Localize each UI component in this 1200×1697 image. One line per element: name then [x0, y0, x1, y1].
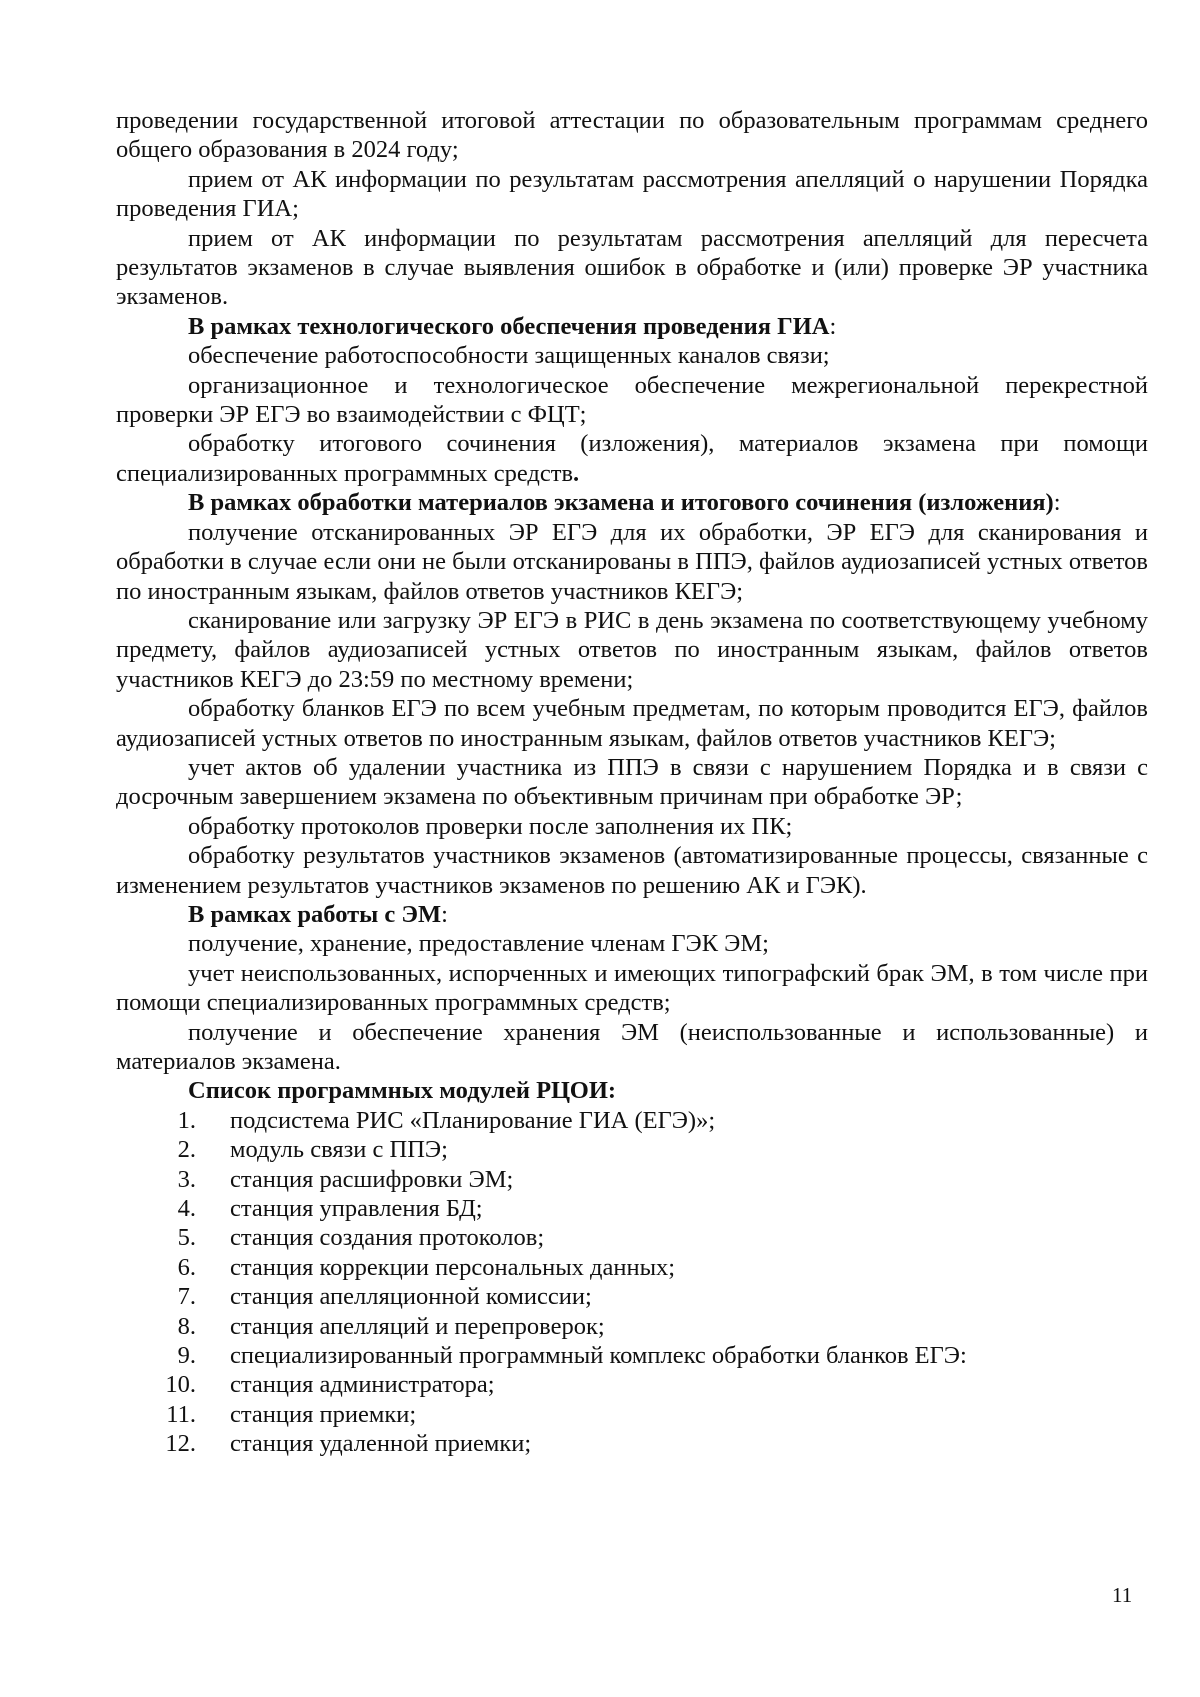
module-text: модуль связи с ППЭ; [230, 1136, 448, 1164]
list-item: обеспечение работоспособности защищенных каналов связи; [188, 342, 830, 370]
module-item [116, 1223, 1148, 1252]
list-item: организационное и технологическое обеспечение межрегиональной перекрестной проверки ЭР ЕГЭ во взаимодействии с ФЦТ; [116, 371, 1148, 429]
module-number: 5. [177, 1224, 196, 1252]
module-text: станция управления БД; [230, 1195, 483, 1223]
module-item [116, 1400, 1148, 1429]
list-item: обработку бланков ЕГЭ по всем учебным предметам, по которым проводится ЕГЭ, файлов аудиозаписей устных ответов по иностранным языкам, файлов ответов участников КЕГЭ; [116, 695, 1148, 752]
list-item: обработку протоколов проверки после заполнения их ПК; [188, 812, 793, 840]
module-item [116, 1165, 1148, 1194]
module-number: 4. [177, 1195, 196, 1223]
list-item: учет актов об удалении участника из ППЭ в связи с нарушением Порядка и в связи с досрочным завершением экзамена по объективным причинам при обработке ЭР; [116, 753, 1148, 811]
list-item: обработку результатов участников экзаменов (автоматизированные процессы, связанные с изменением результатов участников экзаменов по решению АК и ГЭК). [116, 842, 1148, 899]
list-item: получение отсканированных ЭР ЕГЭ для их обработки, ЭР ЕГЭ для сканирования и обработки в случае если они не были отсканированы в ППЭ, файлов аудиозаписей устных ответов по иностранным языкам, файлов ответов участников КЕГЭ; [116, 518, 1148, 605]
list-item: сканирование или загрузку ЭР ЕГЭ в РИС в день экзамена по соответствующему учебному предмету, файлов аудиозаписей устных ответов по иностранным языкам, файлов ответов участников КЕГЭ до 23:59 по местному времени; [116, 606, 1148, 693]
heading-text: В рамках технологического обеспечения проведения ГИА [188, 312, 830, 340]
paragraph: прием от АК информации по результатам рассмотрения апелляций о нарушении Порядка проведения ГИА; [116, 165, 1148, 223]
module-text: станция удаленной приемки; [230, 1430, 532, 1458]
module-text: станция создания протоколов; [230, 1224, 545, 1252]
module-number: 9. [177, 1342, 196, 1370]
module-number: 10. [165, 1371, 196, 1399]
paragraph: прием от АК информации по результатам рассмотрения апелляций для пересчета результатов экзаменов в случае выявления ошибок в обработке и (или) проверке ЭР участника экзаменов. [116, 224, 1148, 311]
module-text: станция апелляционной комиссии; [230, 1283, 592, 1311]
module-number: 1. [177, 1106, 196, 1134]
module-text: станция администратора; [230, 1371, 495, 1399]
section-heading-tech [116, 312, 1148, 341]
module-number: 3. [177, 1165, 196, 1193]
module-item [116, 1194, 1148, 1223]
module-number: 12. [165, 1430, 196, 1458]
module-text: подсистема РИС «Планирование ГИА (ЕГЭ)»; [230, 1106, 716, 1134]
list-item-end: . [573, 459, 580, 487]
module-item [116, 1282, 1148, 1311]
list-item [116, 429, 1148, 488]
module-number: 8. [177, 1312, 196, 1340]
page-number: 11 [1112, 1583, 1133, 1607]
module-number: 2. [177, 1136, 196, 1164]
list-item: получение, хранение, предоставление членам ГЭК ЭМ; [188, 930, 769, 958]
module-text: станция коррекции персональных данных; [230, 1253, 676, 1281]
heading-colon: : [829, 312, 837, 340]
document-page [116, 106, 1148, 1459]
heading-colon: : [441, 900, 448, 928]
module-item [116, 1429, 1148, 1458]
module-number: 7. [177, 1283, 196, 1311]
list-item-text: обработку итогового сочинения (изложения), материалов экзамена при помощи специализированных программных средств [116, 430, 1148, 487]
module-text: станция расшифровки ЭМ; [230, 1165, 514, 1193]
section-heading-processing [116, 488, 1148, 517]
module-item [116, 1312, 1148, 1341]
module-text: станция приемки; [230, 1400, 417, 1428]
module-item [116, 1370, 1148, 1399]
module-item [116, 1253, 1148, 1282]
section-heading-em [116, 900, 1148, 929]
module-item [116, 1106, 1148, 1135]
modules-heading: Список программных модулей РЦОИ: [188, 1077, 617, 1105]
module-text: специализированный программный комплекс обработки бланков ЕГЭ: [230, 1342, 967, 1370]
list-item: получение и обеспечение хранения ЭМ (неиспользованные и использованные) и материалов экзамена. [116, 1018, 1148, 1075]
heading-text: В рамках обработки материалов экзамена и итогового сочинения (изложения) [188, 489, 1054, 517]
heading-colon: : [1053, 489, 1061, 517]
paragraph: проведении государственной итоговой аттестации по образовательным программам среднего общего образования в 2024 году; [116, 107, 1148, 164]
module-item [116, 1341, 1148, 1370]
module-text: станция апелляций и перепроверок; [230, 1312, 605, 1340]
heading-text: В рамках работы с ЭМ [188, 900, 442, 928]
module-number: 6. [177, 1253, 196, 1281]
module-item [116, 1135, 1148, 1164]
list-item: учет неиспользованных, испорченных и имеющих типографский брак ЭМ, в том числе при помощи специализированных программных средств; [116, 959, 1148, 1017]
modules-list [116, 1106, 1148, 1459]
module-number: 11. [166, 1400, 196, 1428]
